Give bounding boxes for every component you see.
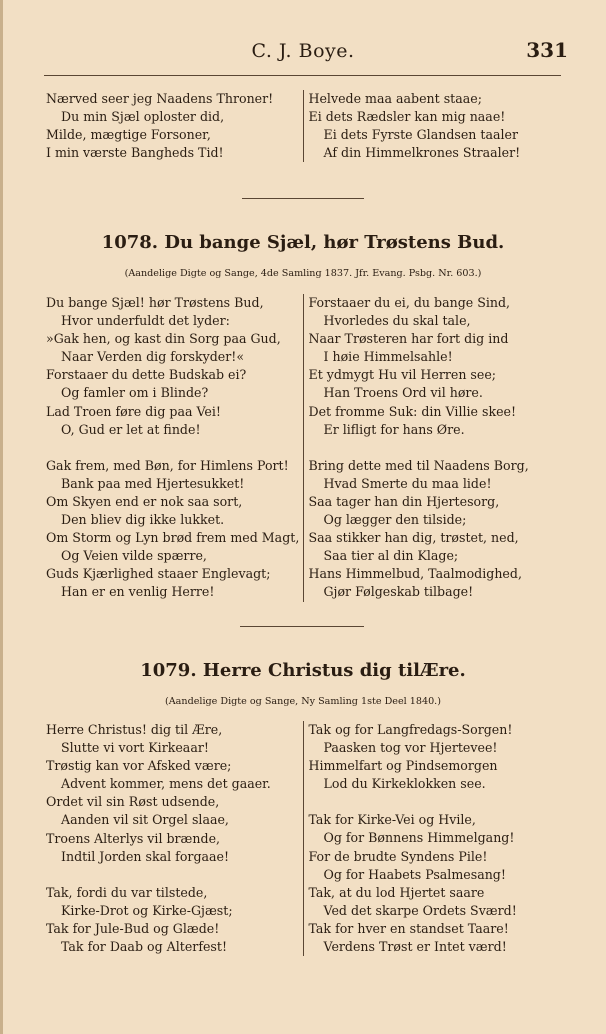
hymn-1078-left-column: [46, 294, 303, 602]
verse-line: Ved det skarpe Ordets Sværd!: [323, 902, 517, 918]
verse-line: Og for Bønnens Himmelgang!: [323, 830, 515, 846]
verse-line: Verdens Trøst er Intet værd!: [323, 939, 507, 955]
page-number: 331: [526, 38, 568, 62]
verse-line: Om Storm og Lyn brød frem med Magt,: [46, 530, 300, 546]
verse-line: Tak for Jule-Bud og Glæde!: [46, 920, 220, 936]
verse-line: O, Gud er let at finde!: [61, 421, 201, 437]
hymn-title-text: Du bange Sjæl, hør Trøstens Bud.: [164, 232, 505, 253]
verse-line: Bring dette med til Naadens Borg,: [308, 457, 529, 473]
hymn-title-text: Herre Christus dig tilÆre.: [202, 660, 466, 681]
verse-line: Gak frem, med Bøn, for Himlens Port!: [46, 457, 289, 473]
verse-line: Hvad Smerte du maa lide!: [323, 475, 492, 491]
verse-line: Hvor underfuldt det lyder:: [61, 313, 230, 329]
verse-line: Troens Alterlys vil brænde,: [46, 830, 221, 846]
verse-line: Naar Trøsteren har fort dig ind: [308, 331, 509, 347]
continuation-left-column: [46, 90, 303, 162]
verse-line: Saa tager han din Hjertesorg,: [308, 493, 500, 509]
verse-line: Han er en venlig Herre!: [61, 584, 215, 600]
verse-line: Forstaaer du dette Budskab ei?: [46, 367, 247, 383]
verse-line: Du bange Sjæl! hør Trøstens Bud,: [46, 295, 264, 310]
hymn-1079-source: (Aandelige Digte og Sange, Ny Samling 1ste Deel 1840.): [165, 696, 441, 707]
page-header: [0, 40, 606, 68]
verse-line: Han Troens Ord vil høre.: [323, 385, 483, 401]
verse-line: Advent kommer, mens det gaaer.: [61, 776, 271, 792]
verse-line: Forstaaer du ei, du bange Sind,: [308, 295, 511, 310]
verse-line: For de brudte Syndens Pile!: [308, 848, 488, 864]
verse-line: Slutte vi vort Kirkeaar!: [61, 740, 209, 756]
verse-line: Trøstig kan vor Afsked være;: [46, 758, 232, 774]
verse-line: Saa tier al din Klage;: [323, 548, 459, 564]
section-divider: [240, 626, 364, 627]
hymn-1079-verses: [46, 721, 561, 956]
hymn-number: 1079.: [140, 660, 197, 681]
verse-line: Tak for Daab og Alterfest!: [61, 939, 228, 955]
verse-line: Saa stikker han dig, trøstet, ned,: [308, 530, 519, 546]
verse-line: Du min Sjæl oploster did,: [61, 109, 225, 125]
verse-line: Himmelfart og Pindsemorgen: [308, 758, 498, 774]
verse-line: Af din Himmelkrones Straaler!: [323, 145, 521, 161]
verse-line: Den bliev dig ikke lukket.: [61, 512, 225, 528]
verse-line: Er lifligt for hans Øre.: [323, 421, 465, 437]
verse-line: Hans Himmelbud, Taalmodighed,: [308, 566, 522, 582]
verse-line: Gjør Følgeskab tilbage!: [323, 584, 474, 600]
verse-line: Om Skyen end er nok saa sort,: [46, 493, 243, 509]
verse-line: Tak for hver en standset Taare!: [308, 920, 509, 936]
hymn-1078-right-column: [304, 294, 562, 602]
verse-line: Ei dets Fyrste Glandsen taaler: [323, 127, 518, 143]
verse-line: Et ydmygt Hu vil Herren see;: [308, 367, 497, 383]
verse-line: »Gak hen, og kast din Sorg paa Gud,: [46, 331, 281, 347]
continuation-right-column: [304, 90, 562, 162]
verse-line: Ordet vil sin Røst udsende,: [46, 794, 220, 810]
verse-line: Kirke-Drot og Kirke-Gjæst;: [61, 902, 233, 918]
verse-line: Og lægger den tilside;: [323, 512, 467, 528]
hymn-1078-source: (Aandelige Digte og Sange, 4de Samling 1837. Jfr. Evang. Psbg. Nr. 603.): [124, 268, 482, 279]
hymn-1078-title: [0, 232, 606, 253]
verse-line: Hvorledes du skal tale,: [323, 313, 471, 329]
verse-line: Lad Troen føre dig paa Vei!: [46, 403, 221, 419]
continuation-verses: [46, 90, 561, 162]
section-divider: [242, 198, 364, 199]
header-rule: [44, 75, 561, 76]
hymn-1079-right-column: [304, 721, 562, 956]
verse-line: Nærved seer jeg Naadens Throner!: [46, 91, 274, 106]
verse-line: Guds Kjærlighed staaer Englevagt;: [46, 566, 271, 582]
hymn-1079-left-column: [46, 721, 303, 956]
verse-line: Naar Verden dig forskyder!«: [61, 349, 245, 365]
verse-line: Lod du Kirkeklokken see.: [323, 776, 486, 792]
hymn-1078-verses: [46, 294, 561, 602]
verse-line: Indtil Jorden skal forgaae!: [61, 848, 230, 864]
page-edge: [0, 0, 3, 1034]
verse-line: Tak for Kirke-Vei og Hvile,: [308, 812, 476, 828]
verse-line: Tak, fordi du var tilstede,: [46, 884, 208, 900]
hymn-number: 1078.: [101, 232, 159, 253]
verse-line: Ei dets Rædsler kan mig naae!: [308, 109, 506, 125]
verse-line: Milde, mægtige Forsoner,: [46, 127, 211, 143]
running-head: C. J. Boye.: [251, 40, 355, 62]
verse-line: Og famler om i Blinde?: [61, 385, 209, 401]
verse-line: Tak, at du lod Hjertet saare: [308, 884, 485, 900]
verse-line: Bank paa med Hjertesukket!: [61, 475, 245, 491]
verse-line: Og for Haabets Psalmesang!: [323, 866, 506, 882]
verse-line: Paasken tog vor Hjertevee!: [323, 740, 498, 756]
verse-line: I min værste Bangheds Tid!: [46, 145, 224, 161]
verse-line: Helvede maa aabent staae;: [308, 91, 482, 106]
verse-line: I høie Himmelsahle!: [323, 349, 453, 365]
verse-line: Og Veien vilde spærre,: [61, 548, 207, 564]
hymn-1079-title: [0, 660, 606, 681]
verse-line: Det fromme Suk: din Villie skee!: [308, 403, 517, 419]
verse-line: Tak og for Langfredags-Sorgen!: [308, 722, 513, 737]
verse-line: Herre Christus! dig til Ære,: [46, 722, 223, 737]
verse-line: Aanden vil sit Orgel slaae,: [61, 812, 229, 828]
